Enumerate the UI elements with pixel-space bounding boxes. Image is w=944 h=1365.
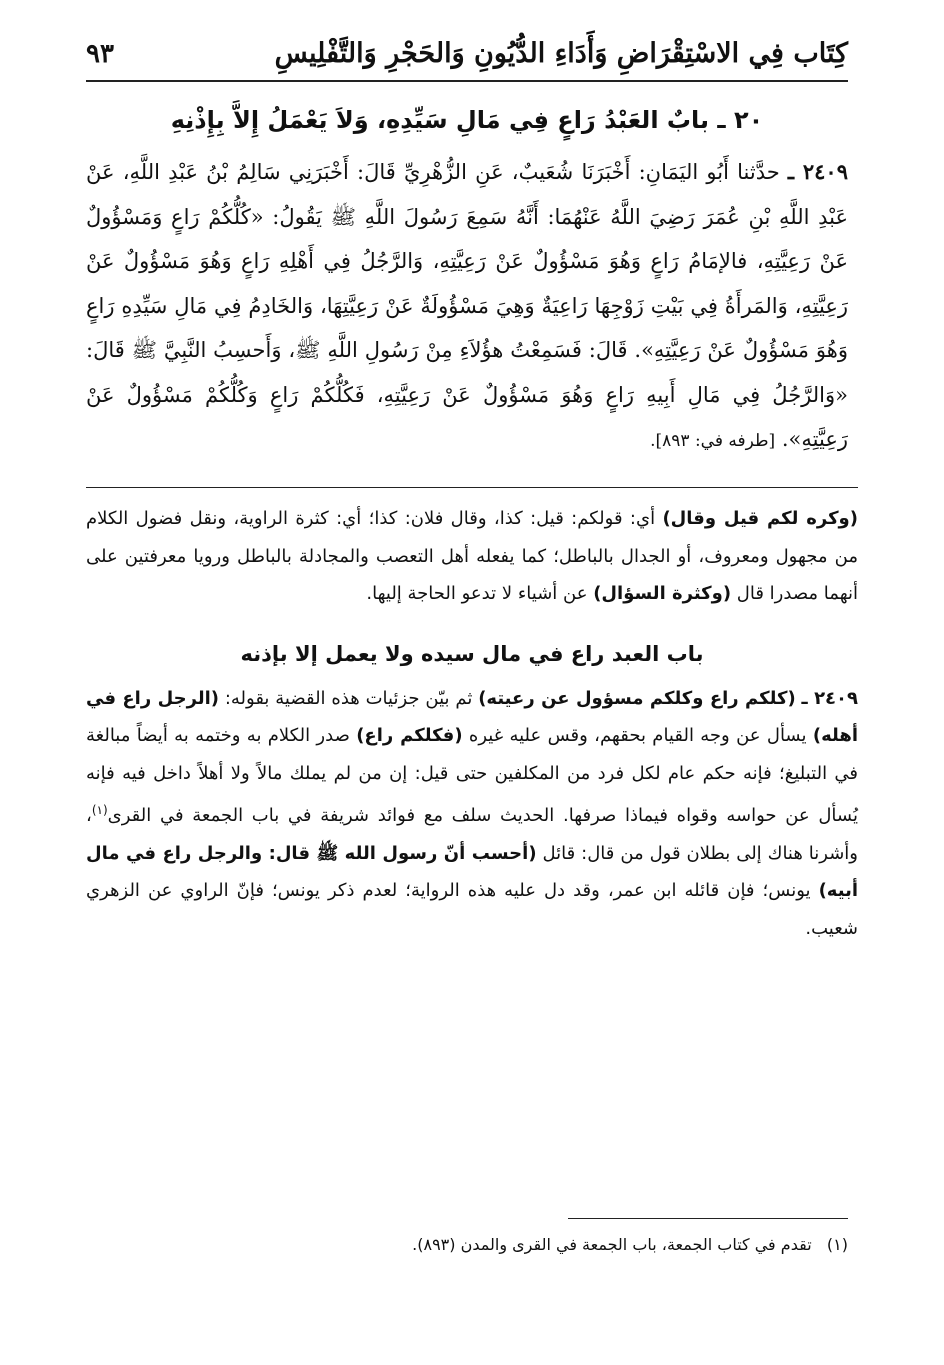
footnote-text: تقدم في كتاب الجمعة، باب الجمعة في القرى والمدن (٨٩٣).	[412, 1235, 812, 1254]
running-title: كِتَاب فِي الاسْتِقْرَاضِ وَأَدَاءِ الدُّيُونِ وَالحَجْرِ وَالتَّفْلِيسِ	[274, 38, 848, 69]
commentary-text: يونس؛ فإن قائله ابن عمر، وقد دل عليه هذه الرواية؛ لعدم ذكر يونس؛ فإنّ الراوي عن الزهري شعيب.	[86, 880, 858, 939]
commentary-quote: (أحسب أنّ رسول الله ﷺ قال: والرجل راع في مال أبيه)	[86, 842, 858, 901]
commentary-text: ، وأشرنا هناك إلى بطلان قول من قال: قائل	[86, 805, 858, 864]
commentary-quote: (كلكم راع وكلكم مسؤول عن رعيته)	[478, 687, 796, 709]
commentary-text: يسأل عن وجه القيام بحقهم، وقس عليه غيره	[468, 725, 807, 746]
hadith-section	[86, 90, 848, 464]
commentary-quote: (الرجل راع في أهله)	[86, 687, 858, 746]
footnote-reference[interactable]: (١)	[91, 803, 108, 817]
commentary-paragraph-1	[86, 500, 858, 613]
commentary-text: ثم بيّن جزئيات هذه القضية بقوله:	[224, 687, 473, 709]
chapter-title: ٢٠ ـ بابٌ العَبْدُ رَاعٍ فِي مَالِ سَيِّدِهِ، وَلاَ يَعْمَلُ إِلاَّ بِإِذْنِهِ	[170, 106, 764, 134]
hadith-number: ٢٤٠٩ ـ	[787, 159, 848, 184]
commentary-quote: (فكلكم راع)	[356, 725, 463, 746]
commentary-quote: (وكره لكم قيل وقال)	[662, 508, 858, 529]
hadith-text: حدَّثنا أَبُو اليَمَانِ: أَخْبَرَنَا شُعَيبٌ، عَنِ الزُّهْرِيِّ قَالَ: أَخْبَرَنِي سَالِمُ بْنُ عَبْدِ اللَّهِ، عَنْ عَبْدِ اللَّهِ بْنِ عُمَرَ رَضِيَ اللَّهُ عَنْهُمَا: أَنَّهُ سَمِعَ رَسُولَ اللَّهِ ﷺ يَقُولُ: «كُلُّكُمْ رَاعٍ وَمَسْؤُولٌ عَنْ رَعِيَّتِهِ، فالإمَامُ رَاعٍ وَهُوَ مَسْؤُولٌ عَنْ رَعِيَّتِهِ، وَالرَّجُلُ فِي أَهْلِهِ رَاعٍ وَهُوَ مَسْؤُولٌ عَنْ رَعِيَّتِهِ، وَالمَرأَةُ فِي بَيْتِ زَوْجِهَا رَاعِيَةٌ وَهِيَ مَسْؤُولَةٌ عَنْ رَعِيَّتِهَا، وَالخَادِمُ فِي مَالِ سَيِّدِهِ رَاعٍ وَهُوَ مَسْؤُولٌ عَنْ رَعِيَّتِهِ». قَالَ: فَسَمِعْتُ هؤُلاَءِ مِنْ رَسُولِ اللَّهِ ﷺ، وَأَحسِبُ النَّبِيَّ ﷺ قَالَ: «وَالرَّجُلُ فِي مَالِ أَبِيهِ رَاعٍ وَهُوَ مَسْؤُولٌ عَنْ رَعِيَّتِهِ، فَكُلُّكُمْ رَاعٍ وَكُلُّكُمْ مَسْؤُولٌ عَنْ رَعِيَّتِهِ».	[86, 160, 848, 451]
commentary-paragraph-2	[86, 680, 858, 948]
footnote-rule	[568, 1218, 848, 1219]
running-header	[86, 28, 848, 74]
hadith-reference: [طرفه في: ٨٩٣].	[650, 431, 776, 451]
commentary-section	[86, 500, 858, 947]
footnote-marker: (١)	[826, 1235, 848, 1254]
hadith-text-block	[86, 150, 848, 464]
commentary-text: صدر الكلام به وختمه به أيضاً مبالغة في التبليغ؛ فإنه حكم عام لكل فرد من المكلفين حتى قيل: إن من لم يملك مالاً ولا أهلاً داخل فيه فإنه يُسأل عن حواسه وقواه فيماذا صرفها. الحديث سلف مع فوائد شريفة في باب الجمعة في القرى	[86, 725, 858, 826]
commentary-text: أي: قولكم: قيل: كذا، وقال فلان: كذا؛ أي: كثرة الراوية، ونقل فضول الكلام من مجهول ومعروف، أو الجدال بالباطل؛ كما يفعله أهل التعصب والمجادلة بالباطل ورويا معرفتين على أنهما مصدرا قال	[86, 508, 858, 604]
commentary-section-title: باب العبد راع في مال سيده ولا يعمل إلا بإذنه	[240, 641, 704, 666]
commentary-quote: (وكثرة السؤال)	[593, 583, 732, 604]
footnote	[86, 1230, 848, 1260]
page-number: ٩٣	[86, 39, 114, 69]
section-divider	[86, 487, 858, 488]
commentary-text: عن أشياء لا تدعو الحاجة إليها.	[366, 583, 588, 604]
commentary-hadith-number: ٢٤٠٩ ـ	[801, 687, 859, 709]
header-rule	[86, 80, 848, 82]
